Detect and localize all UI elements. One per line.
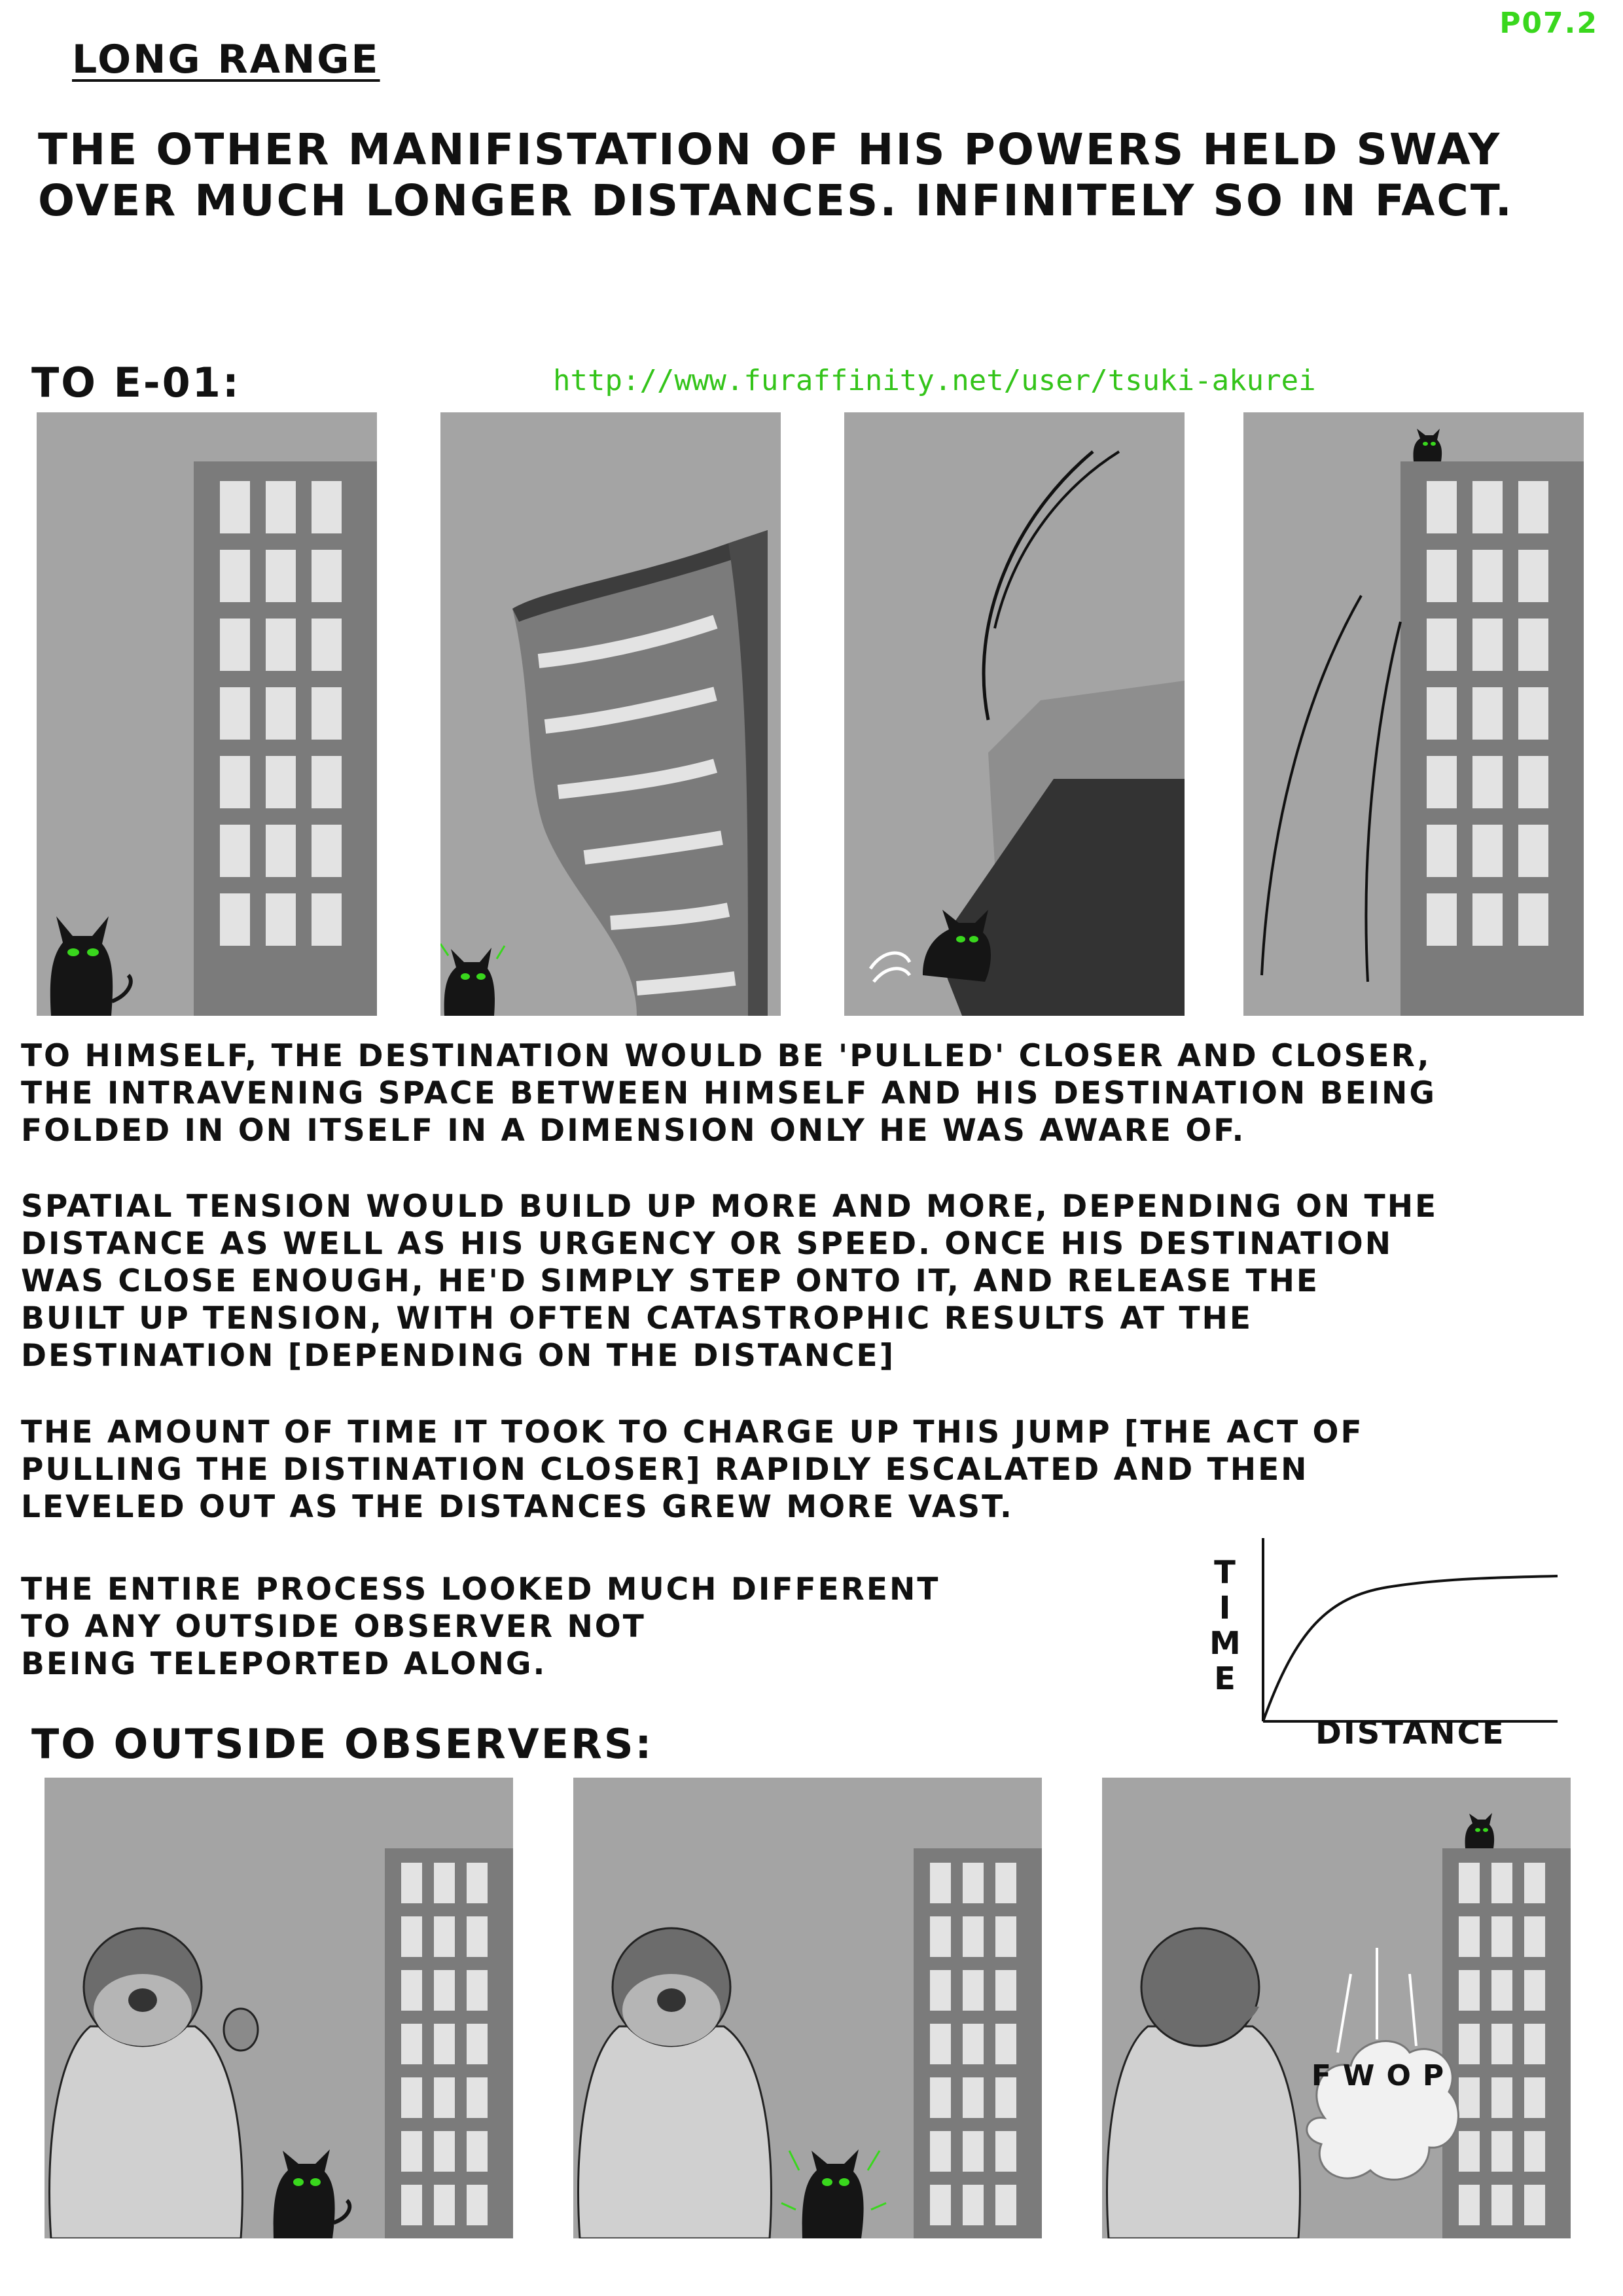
graph-curve bbox=[1263, 1576, 1558, 1721]
panel-1-illustration bbox=[37, 412, 377, 1016]
comic-panel-4 bbox=[1243, 412, 1584, 1016]
creature-character bbox=[1465, 1813, 1495, 1848]
observer-character bbox=[579, 1928, 772, 2238]
observer-hand bbox=[224, 2009, 258, 2051]
creature-character bbox=[274, 2149, 350, 2238]
panel-4-illustration bbox=[1243, 412, 1584, 1016]
observer-character bbox=[50, 1928, 259, 2238]
paragraph-3: THE AMOUNT OF TIME IT TOOK TO CHARGE UP THIS JUMP [THE ACT OF PULLING THE DISTINATION CLOSER] RAPIDLY ESCALATED AND THEN LEVELED OUT AS THE DISTANCES GREW MORE VAST. bbox=[21, 1414, 1364, 1525]
speed-line bbox=[995, 452, 1119, 628]
building-windows bbox=[401, 1863, 488, 2225]
building-windows bbox=[1427, 481, 1548, 946]
label-to-e01: TO E-01: bbox=[31, 359, 241, 406]
section-title: LONG RANGE bbox=[72, 37, 380, 82]
observer-character bbox=[1107, 1928, 1300, 2238]
creature-character bbox=[50, 916, 131, 1016]
page-number: P07.2 bbox=[1499, 7, 1598, 40]
creature-character bbox=[1413, 429, 1442, 461]
label-to-outside-observers: TO OUTSIDE OBSERVERS: bbox=[31, 1720, 654, 1768]
building-windows bbox=[930, 1863, 1016, 2225]
graph-x-label: DISTANCE bbox=[1315, 1715, 1506, 1751]
intro-text: THE OTHER MANIFISTATION OF HIS POWERS HELD SWAY OVER MUCH LONGER DISTANCES. INFINITELY SO IN FACT. bbox=[38, 124, 1514, 226]
comic-panel-7 bbox=[1102, 1778, 1571, 2238]
source-url[interactable]: http://www.furaffinity.net/user/tsuki-akurei bbox=[553, 364, 1316, 397]
panel-3-illustration bbox=[844, 412, 1185, 1016]
creature-character bbox=[440, 944, 505, 1016]
speed-line bbox=[1262, 596, 1361, 975]
panel-5-illustration bbox=[45, 1778, 513, 2238]
graph-y-label: T I M E bbox=[1209, 1554, 1243, 1697]
panel-6-illustration bbox=[573, 1778, 1042, 2238]
paragraph-1: TO HIMSELF, THE DESTINATION WOULD BE 'PULLED' CLOSER AND CLOSER, THE INTRAVENING SPACE BETWEEN HIMSELF AND HIS DESTINATION BEING FOLDED IN ON ITSELF IN A DIMENSION ONLY HE WAS AWARE OF. bbox=[21, 1038, 1436, 1149]
speed-line bbox=[984, 452, 1093, 720]
building-windows bbox=[1459, 1863, 1545, 2225]
comic-panel-5 bbox=[45, 1778, 513, 2238]
sfx-fwop: FWOP bbox=[1311, 2059, 1456, 2092]
speed-line bbox=[1366, 622, 1400, 982]
building-windows bbox=[220, 481, 342, 946]
panel-2-illustration bbox=[440, 412, 781, 1016]
comic-panel-1 bbox=[37, 412, 377, 1016]
comic-panel-6 bbox=[573, 1778, 1042, 2238]
panel-7-illustration bbox=[1102, 1778, 1571, 2238]
paragraph-2: SPATIAL TENSION WOULD BUILD UP MORE AND MORE, DEPENDING ON THE DISTANCE AS WELL AS HIS URGENCY OR SPEED. ONCE HIS DESTINATION WAS CLOSE ENOUGH, HE'D SIMPLY STEP ONTO IT, AND RELEASE THE BUILT UP TENSION, WITH OFTEN CATASTROPHIC RESULTS AT THE DESTINATION [DEPENDING ON THE DISTANCE] bbox=[21, 1189, 1438, 1374]
paragraph-4: THE ENTIRE PROCESS LOOKED MUCH DIFFERENT TO ANY OUTSIDE OBSERVER NOT BEING TELEPORTED ALONG. bbox=[21, 1571, 940, 1682]
comic-panel-2 bbox=[440, 412, 781, 1016]
comic-panel-3 bbox=[844, 412, 1185, 1016]
creature-character bbox=[781, 2149, 886, 2238]
